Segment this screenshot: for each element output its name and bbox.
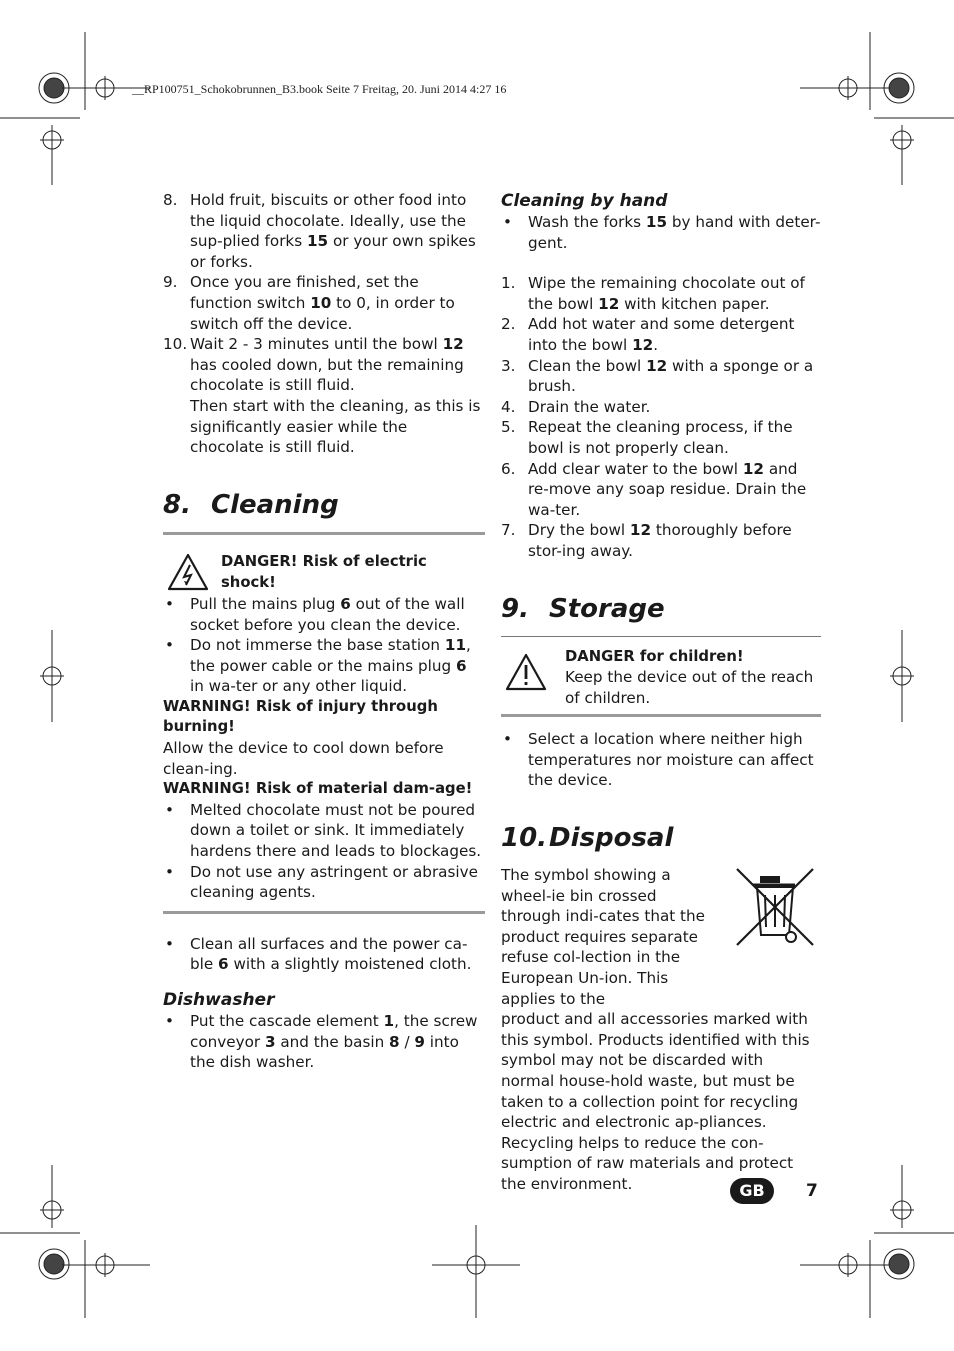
list-item: 4. Drain the water.	[501, 397, 651, 416]
danger-text: Keep the device out of the reach of children.	[565, 668, 814, 707]
section-heading-cleaning: 8. Cleaning	[163, 489, 339, 520]
list-item: • Put the cascade element 1, the screw conveyor 3 and the basin 8 / 9 into the dish washer.	[165, 1012, 478, 1072]
danger-children-box	[501, 637, 821, 709]
registration-wheel-bottom-right	[884, 1249, 914, 1279]
subheading-dishwasher: Dishwasher	[163, 990, 275, 1010]
step-number: 10.	[163, 335, 188, 354]
list-item: • Melted chocolate must not be poured down a toilet or sink. It immediately hardens there and leads to blockages.	[165, 800, 482, 861]
crossed-wheelie-bin-icon	[733, 865, 817, 949]
language-badge: GB	[730, 1178, 774, 1204]
danger-title: DANGER for children!	[565, 647, 744, 665]
subheading-cleaning-by-hand: Cleaning by hand	[501, 191, 668, 211]
steps-intro	[163, 190, 485, 458]
danger-title: DANGER! Risk of electric shock!	[221, 552, 427, 592]
disposal-text: The symbol showing a wheel-ie bin crossed through indi-cates that the product requires separate refuse col-lection in the European Un-ion. This applies to the product and all accessories marked with this symbol. Products identified with this symbol may not be discarded with normal house-hold waste, but must be taken to a collection point for recycling electric and electronic ap-pliances. Recycling helps to reduce the con-sumption of raw materials and protect the environment.	[501, 865, 821, 1195]
print-header: __RP100751_Schokobrunnen_B3.book Seite 7 Freitag, 20. Juni 2014 4:27 16	[132, 82, 507, 96]
section-heading-storage: 9. Storage	[501, 593, 665, 624]
hand-cleaning-steps	[501, 273, 821, 561]
warning-material-title: WARNING! Risk of material dam-age!	[163, 780, 473, 798]
registration-wheel-top-right	[884, 73, 914, 103]
page-number: 7	[806, 1181, 818, 1201]
registration-wheel-bottom-left	[39, 1249, 69, 1279]
left-column	[163, 190, 485, 1073]
step-number: 8.	[163, 191, 178, 209]
list-item: • Clean all surfaces and the power ca-ble 6 with a slightly moistened cloth.	[165, 934, 472, 974]
list-item: 10. Wait 2 - 3 minutes until the bowl 12 has cooled down, but the remaining chocolate is still fluid. Then start with the cleaning, as this is significantly easier while the chocolate is still fluid.	[163, 334, 485, 458]
warning-burn-text: Allow the device to cool down before clean-ing.	[163, 739, 444, 778]
electric-hazard-icon	[167, 553, 209, 591]
list-item: 7. Dry the bowl 12 thoroughly before stor-ing away.	[501, 521, 792, 560]
warning-burn-title: WARNING! Risk of injury through burning!	[163, 697, 438, 736]
danger-electric-box	[163, 535, 485, 594]
warning-triangle-icon	[505, 653, 547, 691]
list-item: 1. Wipe the remaining chocolate out of the bowl 12 with kitchen paper.	[501, 274, 805, 313]
list-item: 6. Add clear water to the bowl 12 and re-move any soap residue. Drain the wa-ter.	[501, 459, 807, 519]
list-item: • Pull the mains plug 6 out of the wall socket before you clean the device.	[165, 594, 465, 634]
list-item: 5. Repeat the cleaning process, if the bowl is not properly clean.	[501, 418, 793, 457]
list-item: 9. Once you are finished, set the function switch 10 to 0, in order to switch off the device.	[163, 273, 455, 333]
list-item: • Do not immerse the base station 11, the power cable or the mains plug 6 in wa-ter or any other liquid.	[165, 636, 471, 696]
registration-wheel-top-left	[39, 73, 69, 103]
right-column	[501, 190, 821, 1195]
step-number: 9.	[163, 273, 178, 292]
list-item: • Select a location where neither high temperatures nor moisture can affect the device.	[503, 730, 814, 790]
list-item: 2. Add hot water and some detergent into the bowl 12.	[501, 315, 795, 354]
list-item: 8. Hold fruit, biscuits or other food into the liquid chocolate. Ideally, use the sup-plied forks 15 or your own spikes or forks.	[163, 191, 476, 271]
list-item: 3. Clean the bowl 12 with a sponge or a brush.	[501, 356, 814, 396]
step-extra-text: Then start with the cleaning, as this is significantly easier while the chocolate is still fluid.	[190, 396, 481, 457]
section-heading-disposal: 10.Disposal	[501, 823, 674, 854]
list-item: • Wash the forks 15 by hand with deter-gent.	[503, 213, 821, 252]
list-item: • Do not use any astringent or abrasive cleaning agents.	[165, 862, 478, 902]
